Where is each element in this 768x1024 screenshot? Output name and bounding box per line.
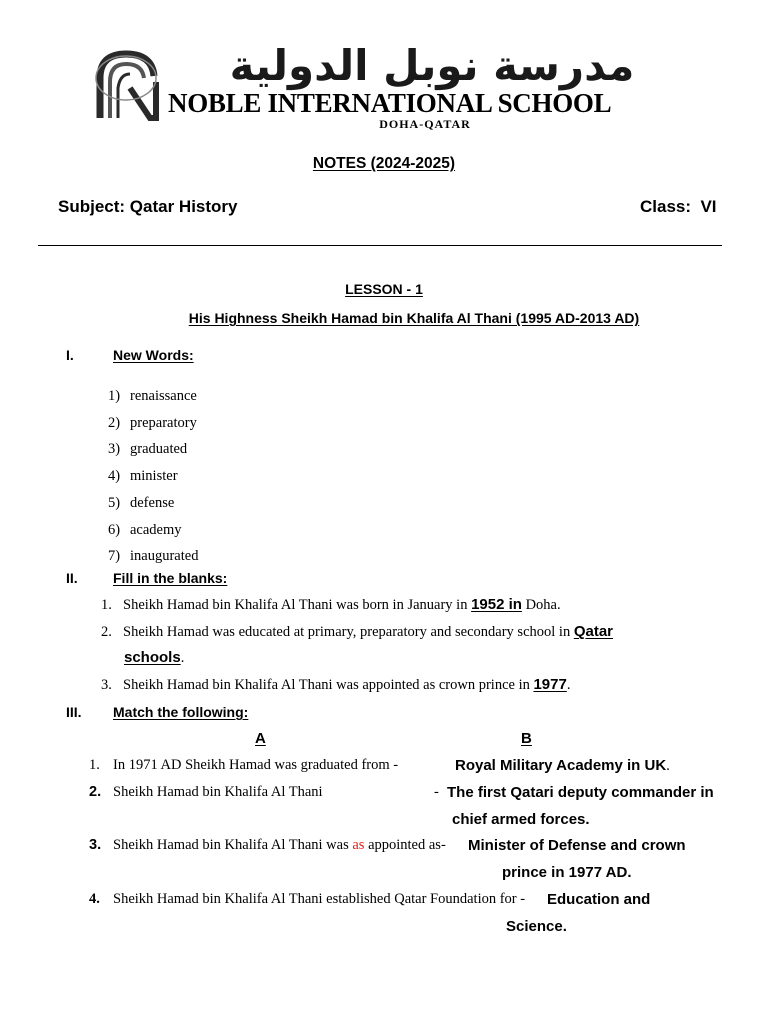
school-name-arabic: مدرسة نوبل الدولية xyxy=(229,41,635,90)
blank-answer: Qatar xyxy=(573,623,614,640)
school-logo-emblem xyxy=(90,48,164,124)
school-name-english: NOBLE INTERNATIONAL SCHOOL xyxy=(168,88,612,118)
match-item-1-a: 1. In 1971 AD Sheikh Hamad was graduated from - xyxy=(89,757,399,773)
match-item-4-b-cont: Science. xyxy=(506,918,567,935)
fill-blank-item-2: 2. Sheikh Hamad was educated at primary, preparatory and secondary school in Qatar xyxy=(101,623,614,640)
blank-answer: schools xyxy=(124,649,181,666)
new-words-list xyxy=(108,383,198,570)
match-dash: - xyxy=(434,784,439,800)
column-b-header: B xyxy=(521,730,532,747)
divider-line xyxy=(38,245,722,246)
match-item-3-a: 3. Sheikh Hamad bin Khalifa Al Thani was as appointed as- xyxy=(89,837,446,853)
match-item-3-b-cont: prince in 1977 AD. xyxy=(502,864,632,881)
list-item: 3) graduated xyxy=(108,441,188,458)
fill-blank-item-2-cont: schools. xyxy=(124,649,185,666)
match-item-1-b: Royal Military Academy in UK. xyxy=(455,757,670,774)
class-label: Class: VI xyxy=(640,197,717,216)
section-2-heading: Fill in the blanks: xyxy=(113,570,228,586)
match-item-4-b: Education and xyxy=(547,891,651,908)
list-item: 6) academy xyxy=(108,521,182,538)
list-item: 5) defense xyxy=(108,494,175,511)
fill-blank-item-1: 1. Sheikh Hamad bin Khalifa Al Thani was born in January in 1952 in Doha. xyxy=(101,596,561,613)
list-item: 7) inaugurated xyxy=(108,548,199,565)
list-item: 4) minister xyxy=(108,468,178,485)
notes-title: NOTES (2024-2025) xyxy=(312,155,456,172)
section-3-heading: Match the following: xyxy=(113,704,249,720)
match-item-2-b: The first Qatari deputy commander in xyxy=(447,784,714,801)
match-item-3-b: Minister of Defense and crown xyxy=(468,837,686,854)
list-item: 2) preparatory xyxy=(108,414,197,431)
section-1-heading: New Words: xyxy=(113,347,194,363)
blank-answer: 1952 in xyxy=(471,596,522,613)
subject-label: Subject: Qatar History xyxy=(58,197,238,216)
section-2-numeral: II. xyxy=(66,570,78,586)
match-item-2-a: 2. Sheikh Hamad bin Khalifa Al Thani xyxy=(89,784,323,800)
lesson-number: LESSON - 1 xyxy=(345,281,423,297)
blank-answer: 1977 xyxy=(533,676,567,693)
highlighted-word: as xyxy=(352,837,365,853)
lesson-title: His Highness Sheikh Hamad bin Khalifa Al Thani (1995 AD-2013 AD) xyxy=(188,310,640,326)
list-item: 1) renaissance xyxy=(108,388,197,404)
school-city: DOHA-QATAR xyxy=(379,117,471,131)
column-a-header: A xyxy=(255,730,266,747)
match-item-2-b-cont: chief armed forces. xyxy=(452,811,590,828)
match-item-4-a: 4. Sheikh Hamad bin Khalifa Al Thani established Qatar Foundation for - xyxy=(89,891,526,907)
section-3-numeral: III. xyxy=(66,704,82,720)
section-1-numeral: I. xyxy=(66,347,74,363)
fill-blank-item-3: 3. Sheikh Hamad bin Khalifa Al Thani was appointed as crown prince in 1977. xyxy=(101,676,571,693)
